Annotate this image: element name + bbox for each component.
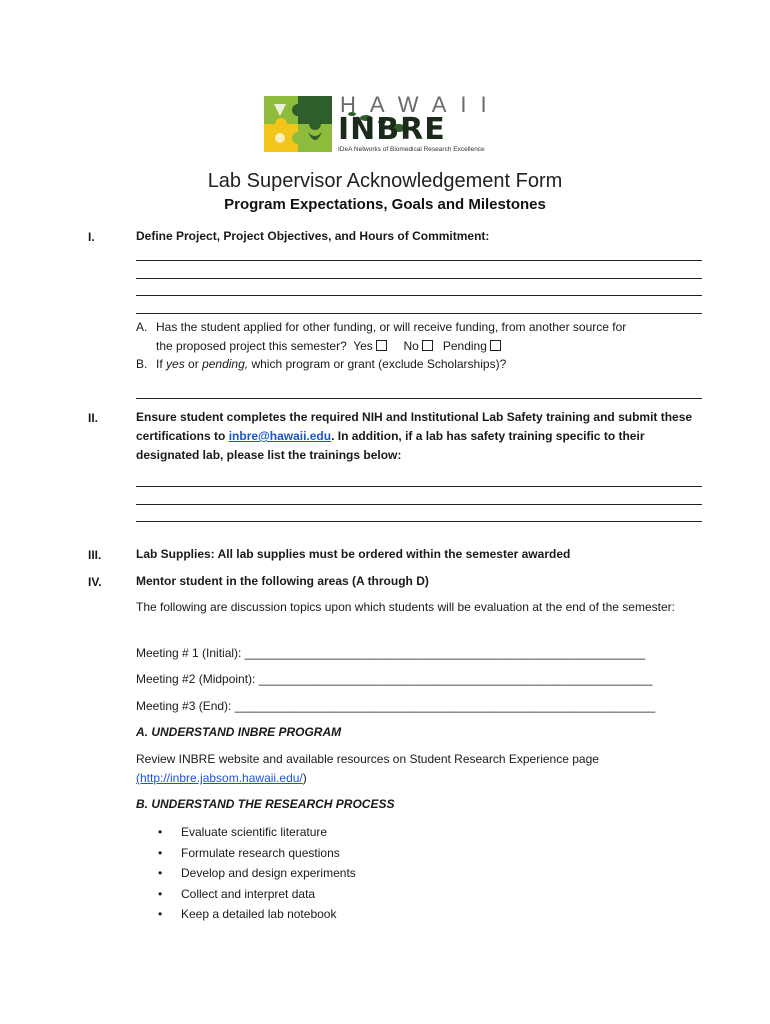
section-1-numeral: I. — [88, 230, 95, 244]
meeting-3-field[interactable]: Meeting #3 (End): _______________________________________________________________ — [136, 699, 656, 713]
meeting-1-field[interactable]: Meeting # 1 (Initial): ____________________________________________________________ — [136, 646, 646, 660]
answer-line[interactable] — [136, 260, 702, 261]
item-letter: A. — [136, 320, 148, 334]
section-4-numeral: IV. — [88, 575, 102, 589]
form-title: Lab Supervisor Acknowledgement Form — [207, 170, 563, 192]
answer-line[interactable] — [136, 504, 702, 505]
item-letter: B. — [136, 357, 148, 371]
section-3-numeral: III. — [88, 548, 102, 562]
research-process-list — [136, 822, 356, 925]
list-item: • Formulate research questions — [136, 843, 356, 864]
funding-question — [136, 318, 706, 358]
list-item: • Keep a detailed lab notebook — [136, 904, 356, 925]
answer-line[interactable] — [136, 398, 702, 399]
bullet-icon: • — [158, 825, 163, 839]
form-subtitle: Program Expectations, Goals and Milestones — [224, 196, 546, 213]
yes-label: Yes — [353, 339, 373, 353]
answer-line[interactable] — [136, 521, 702, 522]
section-2-numeral: II. — [88, 411, 99, 425]
answer-line[interactable] — [136, 295, 702, 296]
email-link[interactable]: inbre@hawaii.edu — [228, 429, 332, 443]
list-item: • Evaluate scientific literature — [136, 822, 356, 843]
yes-checkbox[interactable] — [376, 340, 387, 351]
list-item: • Collect and interpret data — [136, 884, 356, 905]
bullet-icon: • — [158, 866, 163, 880]
section-1-heading: Define Project, Project Objectives, and Hours of Commitment: — [136, 229, 490, 243]
section-4-heading: Mentor student in the following areas (A through D) — [136, 574, 429, 588]
puzzle-logo-icon — [262, 92, 342, 156]
pending-label: Pending — [442, 339, 487, 353]
meeting-2-field[interactable]: Meeting #2 (Midpoint): ___________________________________________________________ — [136, 672, 653, 686]
logo-hawaii-text: HAWAII — [340, 92, 501, 117]
funding-question-line1: Has the student applied for other funding, or will receive funding, from another source for — [156, 320, 627, 334]
area-b-heading: B. UNDERSTAND THE RESEARCH PROCESS — [136, 797, 395, 811]
area-a-text: Review INBRE website and available resources on Student Research Experience page (http://inbre.jabsom.hawaii.edu/) — [136, 752, 599, 785]
bullet-icon: • — [158, 886, 163, 901]
program-question: B. If yes or pending, which program or grant (exclude Scholarships)? — [136, 355, 706, 375]
section-4-intro: The following are discussion topics upon which students will be evaluation at the end of the semester: — [136, 600, 675, 614]
section-2-text: Ensure student completes the required NIH and Institutional Lab Safety training and submit these certifications to inbre@hawaii.edu. In addition, if a lab has safety training specific to their designated lab, please list the trainings below: — [136, 410, 693, 462]
inbre-website-link[interactable]: (http://inbre.jabsom.hawaii.edu/ — [136, 771, 303, 785]
logo-inbre-text: INBRE — [338, 112, 446, 147]
pending-checkbox[interactable] — [490, 340, 501, 351]
answer-line[interactable] — [136, 313, 702, 314]
logo-subtitle: IDeA Networks of Biomedical Research Excellence — [338, 146, 485, 153]
bullet-icon: • — [158, 907, 163, 921]
area-a-heading: A. UNDERSTAND INBRE PROGRAM — [136, 725, 342, 739]
no-label: No — [403, 339, 419, 353]
funding-question-line2: the proposed project this semester? — [156, 339, 347, 353]
answer-line[interactable] — [136, 486, 702, 487]
bullet-icon: • — [158, 845, 163, 860]
list-item: • Develop and design experiments — [136, 863, 356, 884]
answer-line[interactable] — [136, 278, 702, 279]
section-3-text: Lab Supplies: All lab supplies must be ordered within the semester awarded — [136, 547, 571, 561]
no-checkbox[interactable] — [422, 340, 433, 351]
